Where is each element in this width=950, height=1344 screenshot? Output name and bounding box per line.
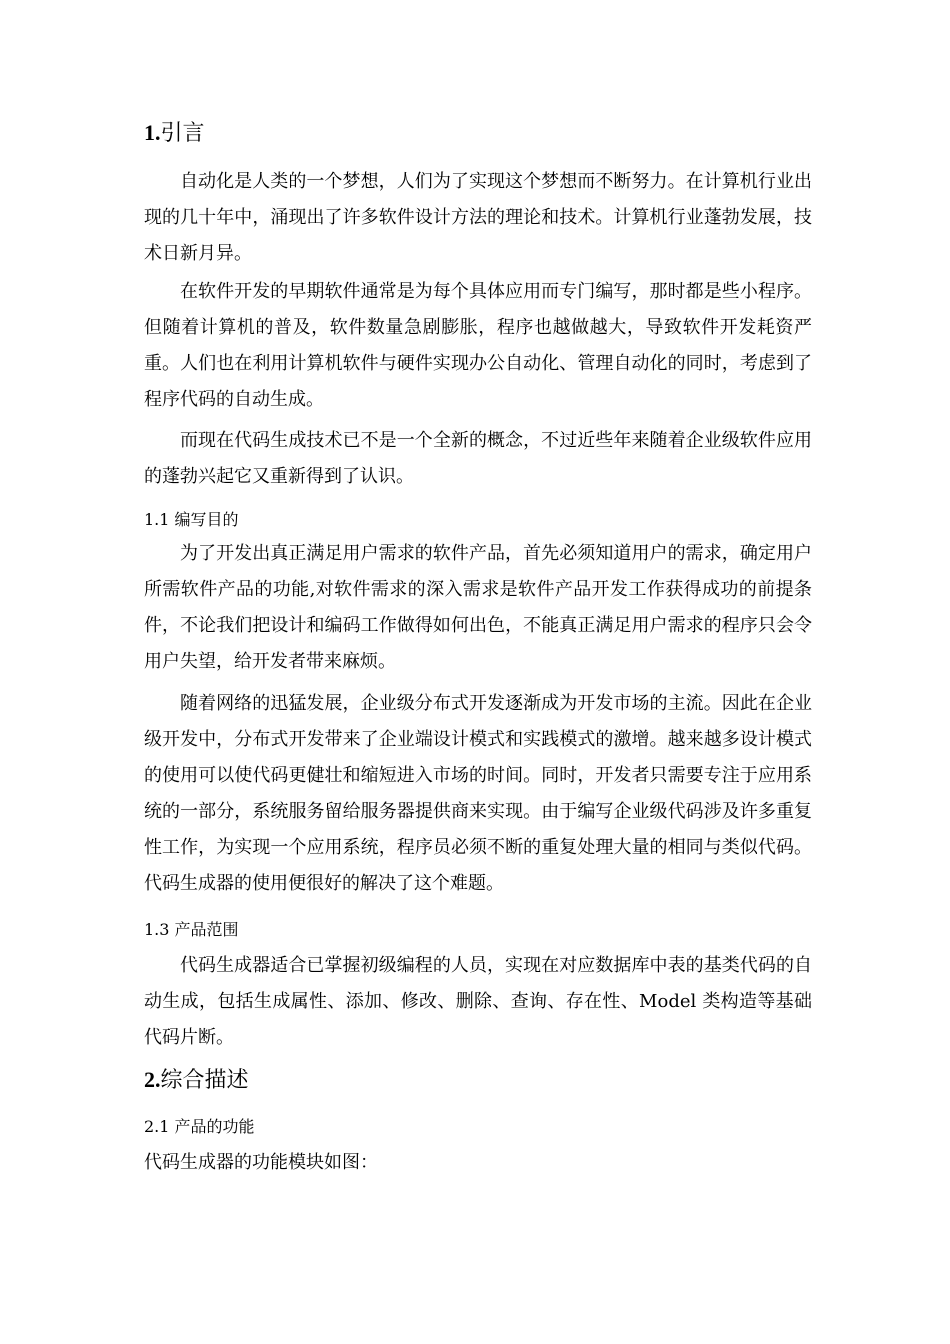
- subsection-1-1-paragraph-1: 为了开发出真正满足用户需求的软件产品，首先必须知道用户的需求，确定用户所需软件产品的功能,对软件需求的深入需求是软件产品开发工作获得成功的前提条件，不论我们把设计和编码工作做得如何出色，不能真正满足用户需求的程序只会令用户失望，给开发者带来麻烦。: [144, 543, 812, 672]
- section-1-paragraph-1: 自动化是人类的一个梦想，人们为了实现这个梦想而不断努力。在计算机行业出现的几十年中，涌现出了许多软件设计方法的理论和技术。计算机行业蓬勃发展，技术日新月异。: [144, 171, 812, 264]
- section-1-number: 1.: [144, 120, 161, 145]
- subsection-1-3-title: 1.3 产品范围: [144, 920, 239, 939]
- subsection-2-1-text: 代码生成器的功能模块如图：: [144, 1152, 378, 1173]
- section-2-heading: [144, 1065, 249, 1096]
- section-1-paragraph-3: 而现在代码生成技术已不是一个全新的概念，不过近些年来随着企业级软件应用的蓬勃兴起它又重新得到了认识。: [144, 430, 812, 487]
- subsection-2-1-title: 2.1 产品的功能: [144, 1117, 255, 1136]
- section-1-paragraph-2: 在软件开发的早期软件通常是为每个具体应用而专门编写，那时都是些小程序。但随着计算机的普及，软件数量急剧膨胀，程序也越做越大，导致软件开发耗资严重。人们也在利用计算机软件与硬件实现办公自动化、管理自动化的同时，考虑到了程序代码的自动生成。: [144, 281, 812, 410]
- section-2-title: 综合描述: [160, 1068, 249, 1093]
- subsection-1-3-paragraph-1: 代码生成器适合已掌握初级编程的人员，实现在对应数据库中表的基类代码的自动生成，包括生成属性、添加、修改、删除、查询、存在性、Model 类构造等基础代码片断。: [144, 955, 812, 1048]
- section-2-number: 2.: [144, 1067, 161, 1092]
- subsection-1-1-title: 1.1 编写目的: [144, 510, 239, 529]
- section-1-heading: [144, 118, 205, 149]
- subsection-1-1-paragraph-2: 随着网络的迅猛发展，企业级分布式开发逐渐成为开发市场的主流。因此在企业级开发中，分布式开发带来了企业端设计模式和实践模式的激增。越来越多设计模式的使用可以使代码更健壮和缩短进入市场的时间。同时，开发者只需要专注于应用系统的一部分，系统服务留给服务器提供商来实现。由于编写企业级代码涉及许多重复性工作，为实现一个应用系统，程序员必须不断的重复处理大量的相同与类似代码。代码生成器的使用便很好的解决了这个难题。: [144, 693, 812, 894]
- section-1-title: 引言: [160, 121, 205, 146]
